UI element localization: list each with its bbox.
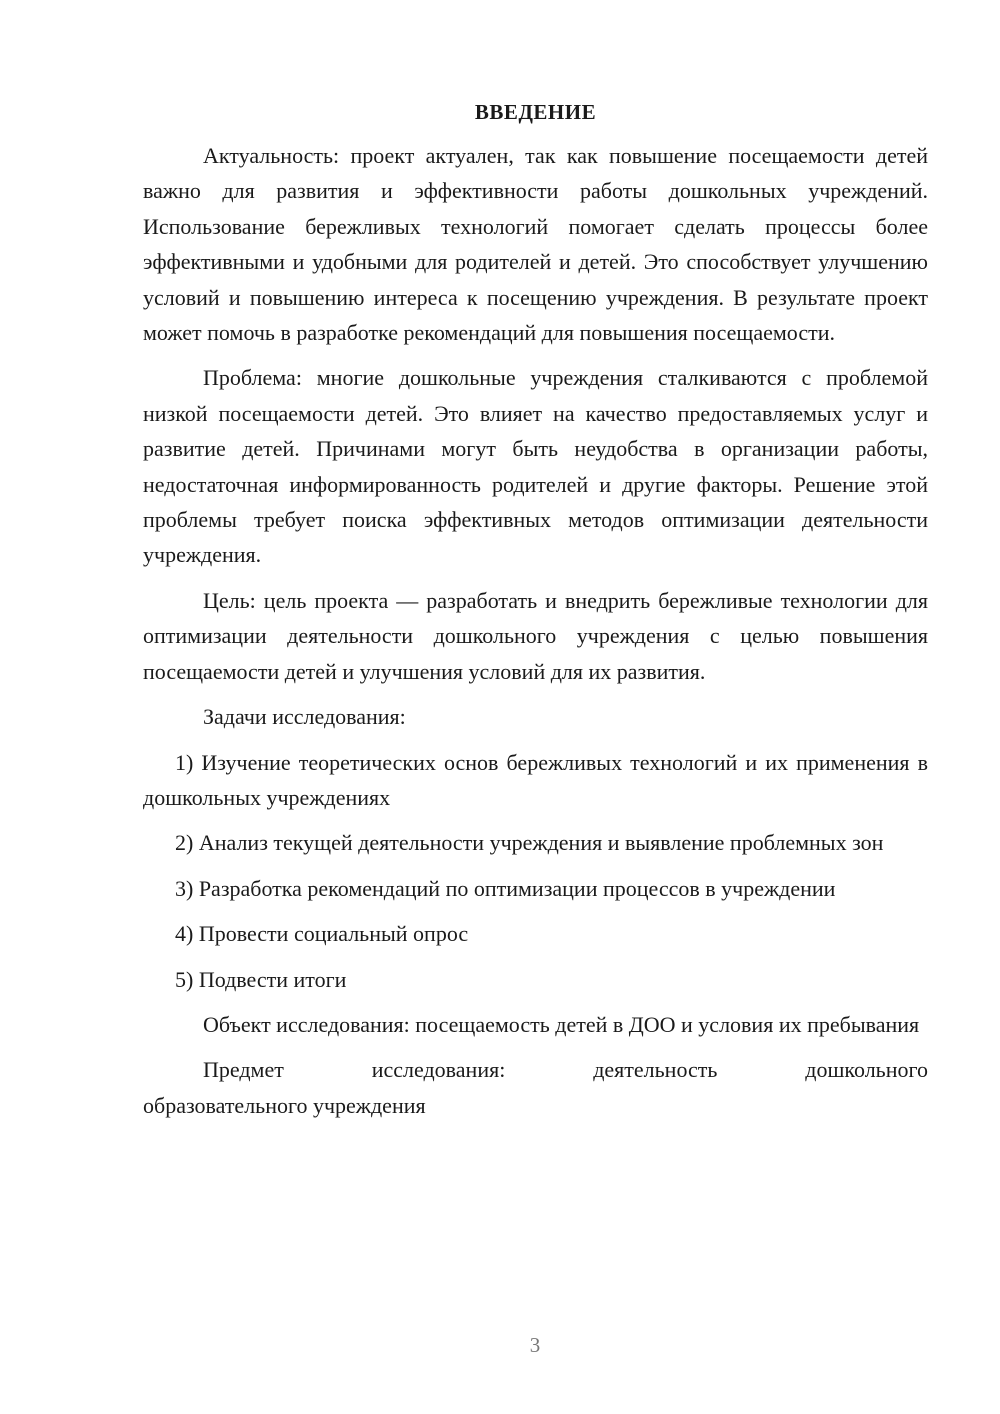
subject-word: деятельность — [593, 1057, 718, 1083]
subject-paragraph — [143, 1052, 928, 1123]
tasks-heading: Задачи исследования: — [203, 704, 406, 730]
page-number: 3 — [529, 1333, 541, 1357]
subject-word: Предмет — [203, 1057, 284, 1083]
subject-word: дошкольного — [805, 1057, 928, 1083]
document-page — [143, 95, 928, 1123]
task-item: 3) Разработка рекомендаций по оптимизации процессов в учреждении — [175, 875, 836, 901]
subject-first-line — [143, 1052, 928, 1087]
goal-paragraph: Цель: цель проекта — разработать и внедрить бережливые технологии для оптимизации деятельности дошкольного учреждения с целью повышения посещаемости детей и улучшения условий для их развития. — [143, 587, 928, 684]
problem-paragraph: Проблема: многие дошкольные учреждения сталкиваются с проблемой низкой посещаемости детей. Это влияет на качество предоставляемых услуг и развитие детей. Причинами могут быть неудобства в организации работы, недостаточная информированность родителей и другие факторы. Решение этой проблемы требует поиска эффективных методов оптимизации деятельности учреждения. — [143, 365, 928, 568]
subject-word: исследования: — [371, 1057, 506, 1083]
page-title: ВВЕДЕНИЕ — [474, 100, 597, 124]
task-item: 1) Изучение теоретических основ бережливых технологий и их применения в дошкольных учреждениях — [143, 749, 928, 810]
relevance-paragraph: Актуальность: проект актуален, так как повышение посещаемости детей важно для развития и эффективности работы дошкольных учреждений. Использование бережливых технологий помогает сделать процессы более эффективными и удобными для родителей и детей. Это способствует улучшению условий и повышению интереса к посещению учреждения. В результате проект может помочь в разработке рекомендаций для повышения посещаемости. — [143, 143, 928, 346]
object-paragraph: Объект исследования: посещаемость детей в ДОО и условия их пребывания — [203, 1011, 920, 1037]
task-item: 2) Анализ текущей деятельности учреждения и выявление проблемных зон — [175, 830, 884, 856]
subject-second-line: образовательного учреждения — [143, 1092, 426, 1118]
task-item: 4) Провести социальный опрос — [175, 921, 469, 947]
task-item: 5) Подвести итоги — [175, 966, 347, 992]
